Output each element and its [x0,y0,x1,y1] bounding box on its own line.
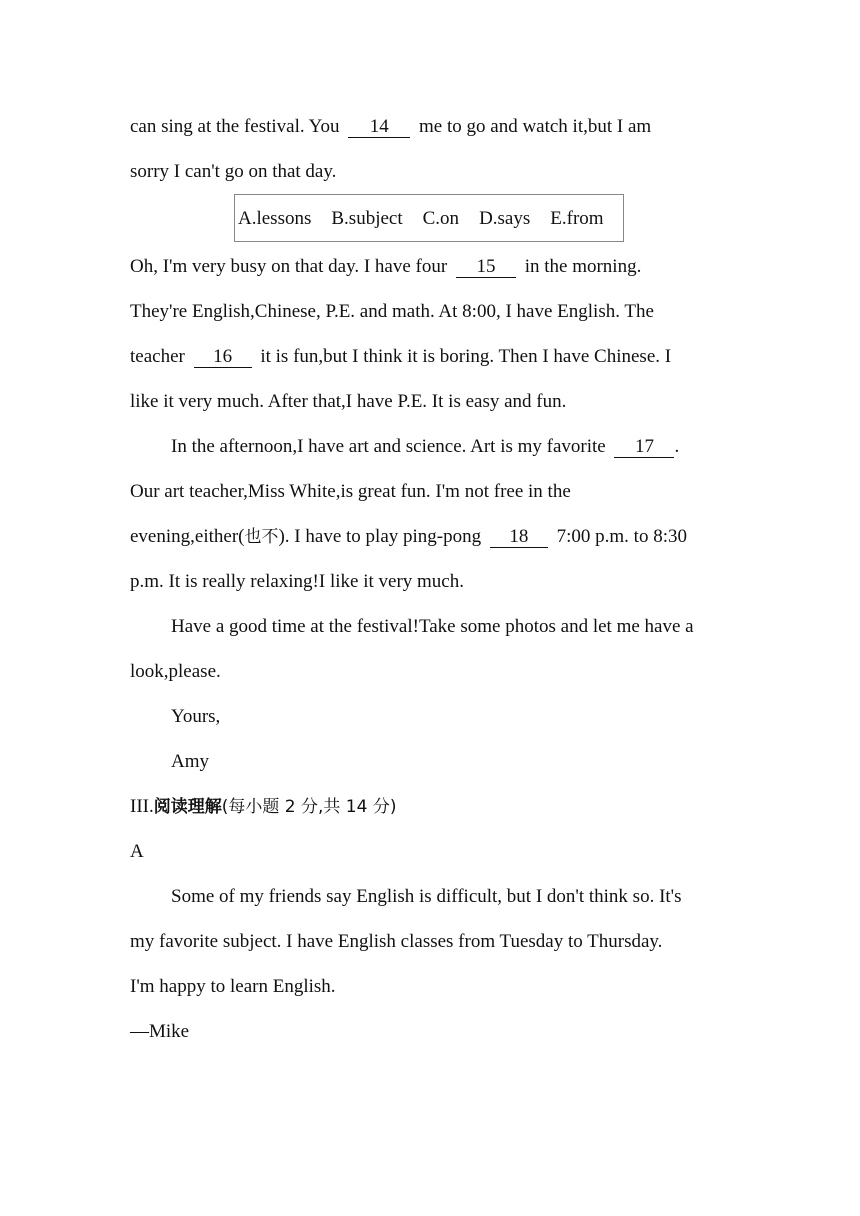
option-e: E.from [550,208,604,229]
text-line [171,435,679,459]
text: In the afternoon,I have art and science. Art is my favorite [171,436,606,457]
text-line [130,345,671,369]
text-line: I'm happy to learn English. [130,976,336,997]
chinese-gloss: 也不 [244,527,279,547]
option-a: A.lessons [238,208,312,229]
text-line [130,525,687,549]
blank-14: 14 [348,117,410,138]
text: it is fun,but I think it is boring. Then I have Chinese. I [260,346,672,367]
section-title: 阅读理解 [153,797,222,817]
option-c: C.on [422,208,460,229]
text: teacher [130,346,185,367]
text-line: Our art teacher,Miss White,is great fun. I'm not free in the [130,481,571,502]
option-d: D.says [479,208,531,229]
blank-16: 16 [194,347,252,368]
text-line [130,115,651,139]
text: Oh, I'm very busy on that day. I have four [130,256,448,277]
text: in the morning. [524,256,642,277]
word-bank-box [234,194,624,242]
text-line: look,please. [130,661,221,682]
text: ). I have to play ping-pong [278,526,482,547]
text-line: p.m. It is really relaxing!I like it very much. [130,571,464,592]
text-line: my favorite subject. I have English classes from Tuesday to Thursday. [130,931,663,952]
text-line [130,255,641,279]
text-line: They're English,Chinese, P.E. and math. At 8:00, I have English. The [130,301,654,322]
text-line: Have a good time at the festival!Take some photos and let me have a [171,616,694,637]
text: evening,either( [130,526,245,547]
option-b: B.subject [331,208,403,229]
blank-18: 18 [490,527,548,548]
text-line: sorry I can't go on that day. [130,161,337,182]
blank-15: 15 [456,257,516,278]
section-note: (每小题 2 分,共 14 分) [221,797,397,817]
closing-name: Amy [171,751,209,772]
text: 7:00 p.m. to 8:30 [556,526,687,547]
signature: —Mike [130,1021,190,1042]
text-line: Some of my friends say English is difficult, but I don't think so. It's [171,886,682,907]
section-heading [130,795,396,819]
text-line: like it very much. After that,I have P.E. It is easy and fun. [130,391,567,412]
text: me to go and watch it,but I am [419,116,652,137]
blank-17: 17 [614,437,674,458]
text: can sing at the festival. You [130,116,340,137]
text: . [674,436,680,457]
section-number: III. [130,796,154,817]
closing-yours: Yours, [171,706,221,727]
part-label: A [130,841,144,862]
